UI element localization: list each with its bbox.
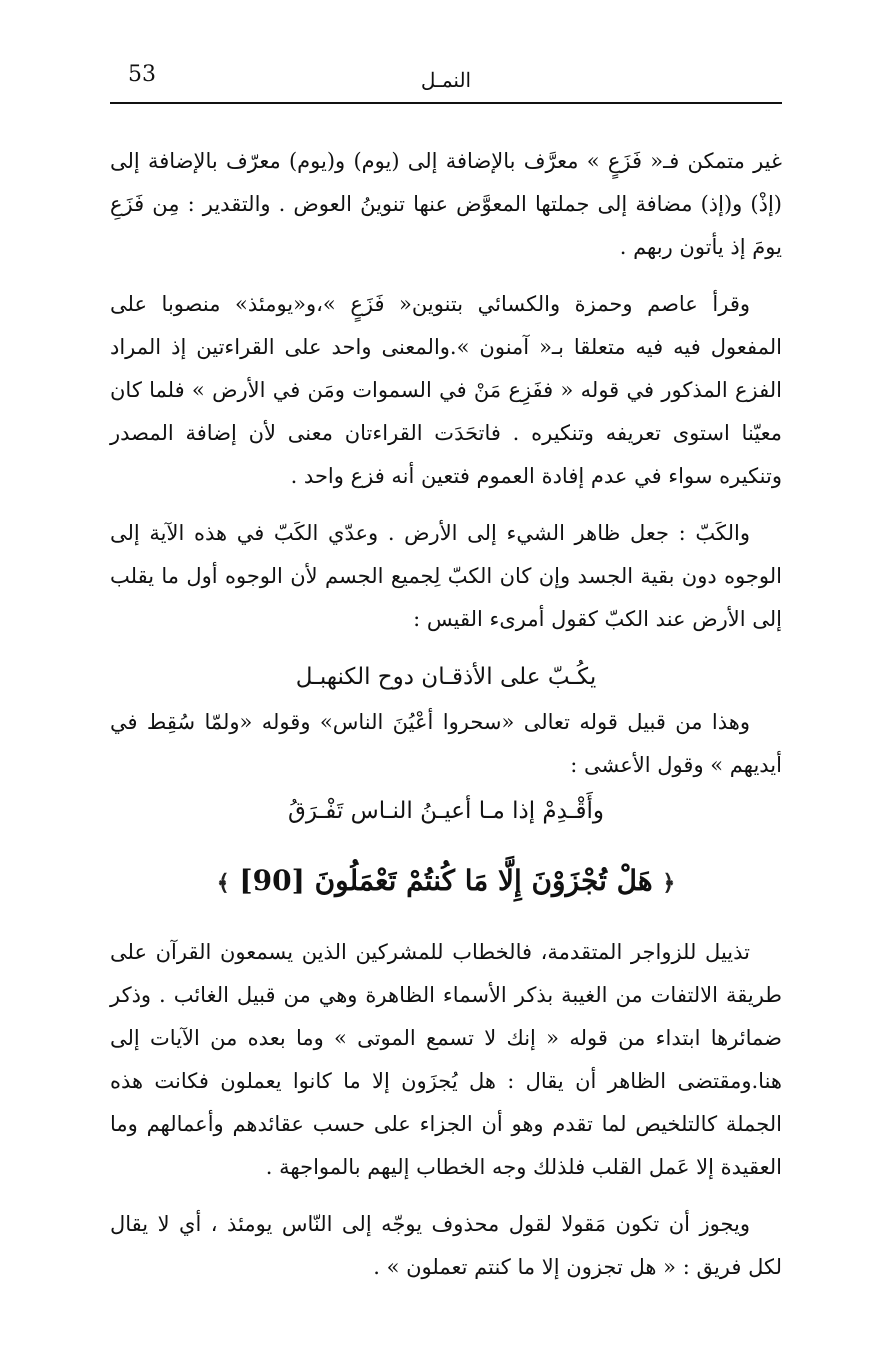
- paragraph-6: ويجوز أن تكون مَقولا لقول محذوف يوجّه إلى النّاس يومئذ ، أي لا يقال لكل فريق : « هل تجزون إلا ما كنتم تعملون » .: [110, 1212, 782, 1279]
- verse-number: [90]: [239, 864, 305, 897]
- poetry-verse-2: وأَقْـدِمْ إذا مـا أعيـنُ النـاس تَفْـرَقُ: [288, 798, 604, 824]
- body-text: [110, 140, 782, 1303]
- quran-verse-text: هَلْ تُجْزَوْنَ إِلَّا مَا كُنتُمْ تَعْمَلُونَ: [314, 864, 653, 897]
- page-number: 53: [128, 62, 156, 87]
- running-title: النمـل: [420, 68, 472, 92]
- poetry-verse-1: يكُـبّ على الأذقـان دوح الكنهبـل: [295, 664, 597, 690]
- paragraph-2: وقرأ عاصم وحمزة والكسائي بتنوين« فَزَعٍ »،و«يومئذ» منصوبا على المفعول فيه فيه متعلقا بـ« آمنون ».والمعنى واحد على القراءتين إذ المراد الفزع المذكور في قوله « ففَزِع مَنْ في السموات ومَن في الأرض » فلما كان معيّنا استوى تعريفه وتنكيره . فاتحَدَت القراءتان معنى لأن إضافة المصدر وتنكيره سواء في عدم إفادة العموم فتعين أنه فزع واحد .: [110, 292, 782, 488]
- paragraph-3: والكَبّ : جعل ظاهر الشيء إلى الأرض . وعدّي الكَبّ في هذه الآية إلى الوجوه دون بقية الجسد وإن كان الكبّ لِجميع الجسم لأن الوجوه أول ما يقلب إلى الأرض عند الكبّ كقول أمرىء القيس :: [110, 521, 782, 631]
- quran-verse: [110, 851, 782, 913]
- paragraph-1: غير متمكن فـ« فَزَعٍ » معرَّف بالإضافة إلى (يوم) و(يوم) معرّف بالإضافة إلى (إذْ) و(إذ) مضافة إلى جملتها المعوَّض عنها تنوينُ العوض . والتقدير : مِن فَزَعِ يومَ إذ يأتون ربهم .: [110, 149, 782, 259]
- paragraph-5: تذييل للزواجر المتقدمة، فالخطاب للمشركين الذين يسمعون القرآن على طريقة الالتفات من الغيبة بذكر الأسماء الظاهرة وهي من قبيل الغائب . وذكر ضمائرها ابتداء من قوله « إنك لا تسمع الموتى » وما بعده من الآيات إلى هنا.ومقتضى الظاهر أن يقال : هل يُجزَون إلا ما كانوا يعملون فكانت هذه الجملة كالتلخيص لما تقدم وهو أن الجزاء على حسب عقائدهم وأعمالهم وما العقيدة إلا عَمل القلب فلذلك وجه الخطاب إليهم بالمواجهة .: [110, 940, 782, 1179]
- page-header: [110, 62, 782, 102]
- header-rule: [110, 102, 782, 104]
- verse-open-ornament: ﴿: [662, 870, 676, 896]
- paragraph-4: وهذا من قبيل قوله تعالى «سحروا أعْيُنَ الناس» وقوله «ولمّا سُقِط في أيديهم » وقول الأعشى :: [110, 710, 782, 777]
- verse-close-ornament: ﴾: [216, 870, 230, 896]
